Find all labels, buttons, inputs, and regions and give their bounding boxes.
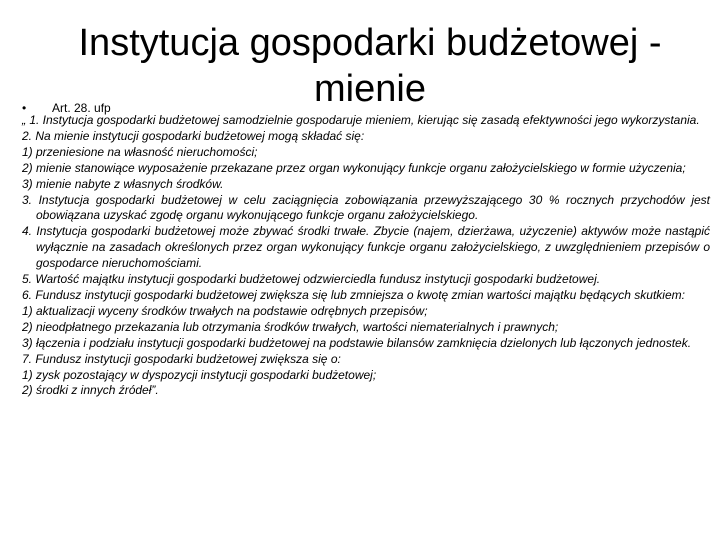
paragraph: 3. Instytucja gospodarki budżetowej w celu zaciągnięcia zobowiązania przewyższającego 30 % rocznych przychodów jest obowiązana uzyskać zgodę organu wykonującego funkcje organu założycielskiego. — [22, 192, 710, 223]
bullet-icon: • — [22, 101, 27, 115]
paragraph: 3) mienie nabyte z własnych środków. — [22, 176, 224, 191]
paragraph: 5. Wartość majątku instytucji gospodarki budżetowej odzwierciedla fundusz instytucji gospodarki budżetowej. — [22, 272, 601, 287]
paragraph: „ 1. Instytucja gospodarki budżetowej samodzielnie gospodaruje mieniem, kierując się zasadą efektywności jego wykorzystania. — [22, 113, 700, 127]
paragraph: 1) przeniesione na własność nieruchomości; — [22, 144, 258, 159]
paragraph: 3) łączenia i podziału instytucji gospodarki budżetowej na podstawie bilansów zamknięcia dzielonych lub łączonych jednostek. — [22, 335, 692, 350]
paragraph: 6. Fundusz instytucji gospodarki budżetowej zwiększa się lub zmniejsza o kwotę zmian wartości majątku będących skutkiem: — [22, 287, 685, 302]
paragraph: 2) mienie stanowiące wyposażenie przekazane przez organ wykonujący funkcje organu założycielskiego w formie użyczenia; — [22, 160, 686, 175]
paragraph: 2. Na mienie instytucji gospodarki budżetowej mogą składać się: — [22, 128, 365, 143]
paragraph: 2) nieodpłatnego przekazania lub otrzymania środków trwałych, wartości niematerialnych i prawnych; — [22, 319, 559, 334]
paragraph: 7. Fundusz instytucji gospodarki budżetowej zwiększa się o: — [22, 351, 341, 366]
paragraph: 1) zysk pozostający w dyspozycji instytucji gospodarki budżetowej; — [22, 367, 377, 382]
slide-title: Instytucja gospodarki budżetowej - mienie — [78, 22, 662, 110]
paragraph: 2) środki z innych źródeł”. — [22, 383, 159, 398]
paragraph: 1) aktualizacji wyceny środków trwałych na podstawie odrębnych przepisów; — [22, 303, 428, 318]
article-body — [22, 113, 710, 399]
article-reference-text: Art. 28. ufp — [52, 101, 111, 115]
paragraph: 4. Instytucja gospodarki budżetowej może zbywać środki trwałe. Zbycie (najem, dzierżawa, użyczenie) aktywów może nastąpić wyłącznie na zasadach określonych przez organ wykonujący funkcje organu założycielskiego, z uwzględnieniem przepisów o gospodarce nieruchomościami. — [22, 224, 710, 271]
